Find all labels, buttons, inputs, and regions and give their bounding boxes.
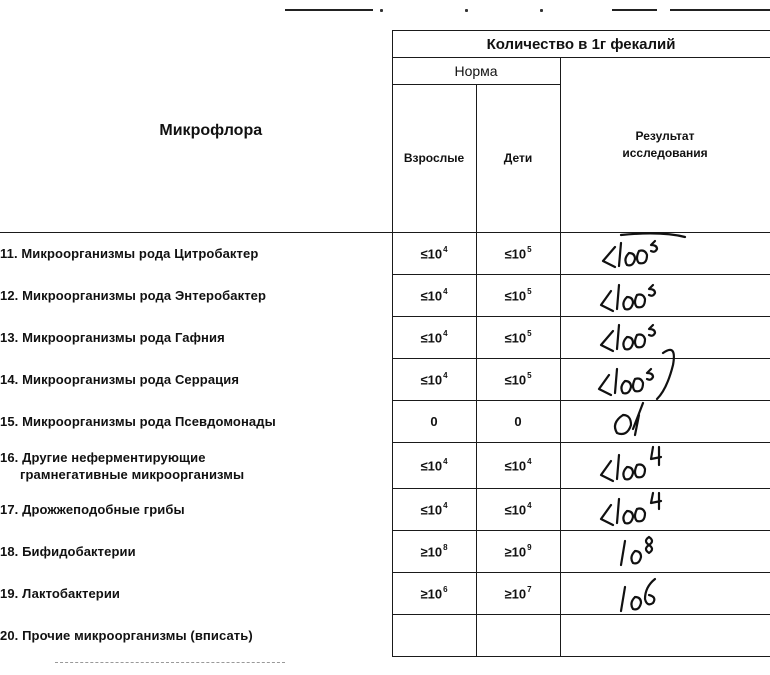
table-row bbox=[0, 401, 770, 443]
microflora-name-cell bbox=[0, 275, 392, 317]
norm-header: Норма bbox=[392, 58, 560, 85]
table-row bbox=[0, 615, 770, 657]
adult-norm-cell: $\le 10^4$ bbox=[392, 317, 476, 359]
ink-stroke bbox=[621, 381, 631, 393]
adult-norm-cell: $\le 10^4$ bbox=[392, 359, 476, 401]
ink-stroke bbox=[635, 509, 645, 522]
table-row bbox=[0, 233, 770, 275]
row-number: 14. bbox=[0, 372, 23, 387]
ink-stroke bbox=[649, 285, 655, 296]
adult-norm-cell bbox=[392, 615, 476, 657]
ink-stroke bbox=[635, 295, 645, 308]
row-number: 20. bbox=[0, 628, 23, 643]
ink-stroke bbox=[601, 291, 613, 311]
ink-stroke bbox=[645, 579, 655, 604]
microflora-header-cell bbox=[0, 31, 392, 233]
handwritten-result bbox=[561, 531, 761, 573]
microflora-name: Микроорганизмы рода Серрация bbox=[22, 372, 240, 387]
microflora-name: Лактобактерии bbox=[22, 586, 120, 601]
child-norm-cell: $\le 10^5$ bbox=[476, 233, 560, 275]
top-rule bbox=[670, 9, 770, 11]
microflora-name-cell bbox=[0, 531, 392, 573]
microflora-name: Микроорганизмы рода Гафния bbox=[22, 330, 225, 345]
adult-norm-cell: $\ge 10^6$ bbox=[392, 573, 476, 615]
row-number: 15. bbox=[0, 414, 23, 429]
microflora-name: Дрожжеподобные грибы bbox=[22, 502, 185, 517]
handwritten-result bbox=[561, 489, 761, 531]
handwritten-result bbox=[561, 573, 761, 615]
row-number: 13. bbox=[0, 330, 23, 345]
adult-norm-cell: $\le 10^4$ bbox=[392, 443, 476, 489]
handwritten-result bbox=[561, 401, 761, 443]
child-norm-cell: $\le 10^5$ bbox=[476, 359, 560, 401]
ink-stroke bbox=[635, 465, 645, 478]
child-norm-cell: $\le 10^4$ bbox=[476, 443, 560, 489]
microflora-header: Микрофлора bbox=[159, 122, 263, 140]
ink-stroke bbox=[633, 379, 643, 392]
children-header: Дети bbox=[476, 85, 560, 233]
row-number: 17. bbox=[0, 502, 23, 517]
child-norm-cell: $\le 10^4$ bbox=[476, 489, 560, 531]
ink-stroke bbox=[631, 597, 641, 609]
result-cell[interactable] bbox=[560, 275, 770, 317]
top-rule bbox=[285, 9, 373, 11]
table-row bbox=[0, 317, 770, 359]
microflora-name-line2: грамнегативные микроорганизмы bbox=[20, 466, 245, 482]
ink-stroke bbox=[633, 403, 643, 435]
top-dot bbox=[380, 9, 383, 12]
row-number: 12. bbox=[0, 288, 23, 303]
child-norm-cell: $\ge 10^9$ bbox=[476, 531, 560, 573]
microflora-name: Микроорганизмы рода Цитробактер bbox=[21, 246, 259, 262]
handwritten-result bbox=[561, 275, 761, 317]
quantity-header: Количество в 1г фекалий bbox=[392, 31, 770, 58]
microflora-name: Другие неферментирующие bbox=[22, 449, 206, 465]
ink-stroke bbox=[647, 369, 653, 380]
ink-stroke bbox=[617, 285, 619, 309]
microflora-name-cell bbox=[0, 489, 392, 531]
table-row bbox=[0, 573, 770, 615]
result-cell[interactable] bbox=[560, 443, 770, 489]
ink-stroke bbox=[599, 375, 611, 395]
result-cell[interactable] bbox=[560, 489, 770, 531]
ink-stroke bbox=[623, 297, 633, 309]
ink-stroke bbox=[635, 335, 645, 348]
microflora-name-cell bbox=[0, 443, 392, 489]
row-number: 11. bbox=[0, 246, 22, 262]
child-norm-cell: $\le 10^5$ bbox=[476, 317, 560, 359]
microflora-name: Микроорганизмы рода Энтеробактер bbox=[22, 288, 267, 303]
microflora-name: Прочие микроорганизмы (вписать) bbox=[22, 628, 253, 643]
adult-norm-cell: 0 bbox=[392, 401, 476, 443]
row-number: 19. bbox=[0, 586, 23, 601]
result-cell[interactable] bbox=[560, 531, 770, 573]
microflora-name-cell bbox=[0, 317, 392, 359]
ink-stroke bbox=[621, 233, 685, 237]
top-dot bbox=[540, 9, 543, 12]
microflora-name-cell bbox=[0, 573, 392, 615]
result-cell[interactable] bbox=[560, 615, 770, 657]
ink-stroke bbox=[623, 337, 633, 349]
handwritten-result bbox=[561, 359, 761, 401]
ink-stroke bbox=[623, 467, 633, 479]
microflora-name-cell bbox=[0, 233, 392, 275]
table-row bbox=[0, 443, 770, 489]
adult-norm-cell: $\ge 10^8$ bbox=[392, 531, 476, 573]
handwritten-result bbox=[561, 317, 761, 359]
child-norm-cell bbox=[476, 615, 560, 657]
result-cell[interactable] bbox=[560, 359, 770, 401]
table-row bbox=[0, 359, 770, 401]
microflora-table bbox=[0, 30, 770, 657]
ink-stroke bbox=[601, 461, 613, 481]
ink-stroke bbox=[617, 499, 619, 523]
ink-stroke bbox=[621, 587, 625, 611]
child-norm-cell: $\le 10^5$ bbox=[476, 275, 560, 317]
microflora-name-cell bbox=[0, 359, 392, 401]
ink-stroke bbox=[649, 325, 655, 336]
result-header bbox=[560, 58, 770, 233]
ink-stroke bbox=[617, 455, 619, 479]
table-row bbox=[0, 275, 770, 317]
result-header-line2: исследования bbox=[622, 146, 708, 160]
result-cell[interactable] bbox=[560, 401, 770, 443]
ink-stroke bbox=[603, 247, 615, 267]
ink-stroke bbox=[601, 505, 613, 525]
ink-stroke bbox=[625, 253, 635, 265]
result-cell[interactable] bbox=[560, 573, 770, 615]
ink-stroke bbox=[637, 251, 647, 264]
ink-stroke bbox=[646, 537, 652, 553]
ink-stroke bbox=[617, 325, 619, 349]
table-row bbox=[0, 489, 770, 531]
ink-stroke bbox=[601, 331, 613, 351]
ink-stroke bbox=[651, 493, 661, 509]
ink-stroke bbox=[631, 551, 641, 563]
ink-stroke bbox=[615, 369, 617, 393]
result-cell[interactable] bbox=[560, 233, 770, 275]
row-number: 18. bbox=[0, 544, 23, 559]
ink-stroke bbox=[619, 243, 621, 266]
microflora-name-cell bbox=[0, 401, 392, 443]
adult-norm-cell: $\le 10^4$ bbox=[392, 233, 476, 275]
result-header-line1: Результат bbox=[635, 129, 695, 143]
child-norm-cell: 0 bbox=[476, 401, 560, 443]
handwritten-result bbox=[561, 443, 761, 489]
top-dot bbox=[465, 9, 468, 12]
ink-stroke bbox=[651, 447, 661, 465]
microflora-name: Бифидобактерии bbox=[22, 544, 136, 559]
ink-stroke bbox=[621, 541, 625, 565]
handwritten-result bbox=[561, 233, 761, 275]
ink-stroke bbox=[623, 511, 633, 523]
top-rule bbox=[612, 9, 657, 11]
microflora-name-cell bbox=[0, 615, 392, 657]
adults-header: Взрослые bbox=[392, 85, 476, 233]
adult-norm-cell: $\le 10^4$ bbox=[392, 489, 476, 531]
ink-stroke bbox=[615, 415, 631, 434]
row-number: 16. bbox=[0, 449, 23, 465]
adult-norm-cell: $\le 10^4$ bbox=[392, 275, 476, 317]
ink-stroke bbox=[651, 241, 657, 252]
microflora-name: Микроорганизмы рода Псевдомонады bbox=[22, 414, 276, 429]
child-norm-cell: $\ge 10^7$ bbox=[476, 573, 560, 615]
table-row bbox=[0, 531, 770, 573]
bottom-dashed-line bbox=[55, 662, 285, 663]
